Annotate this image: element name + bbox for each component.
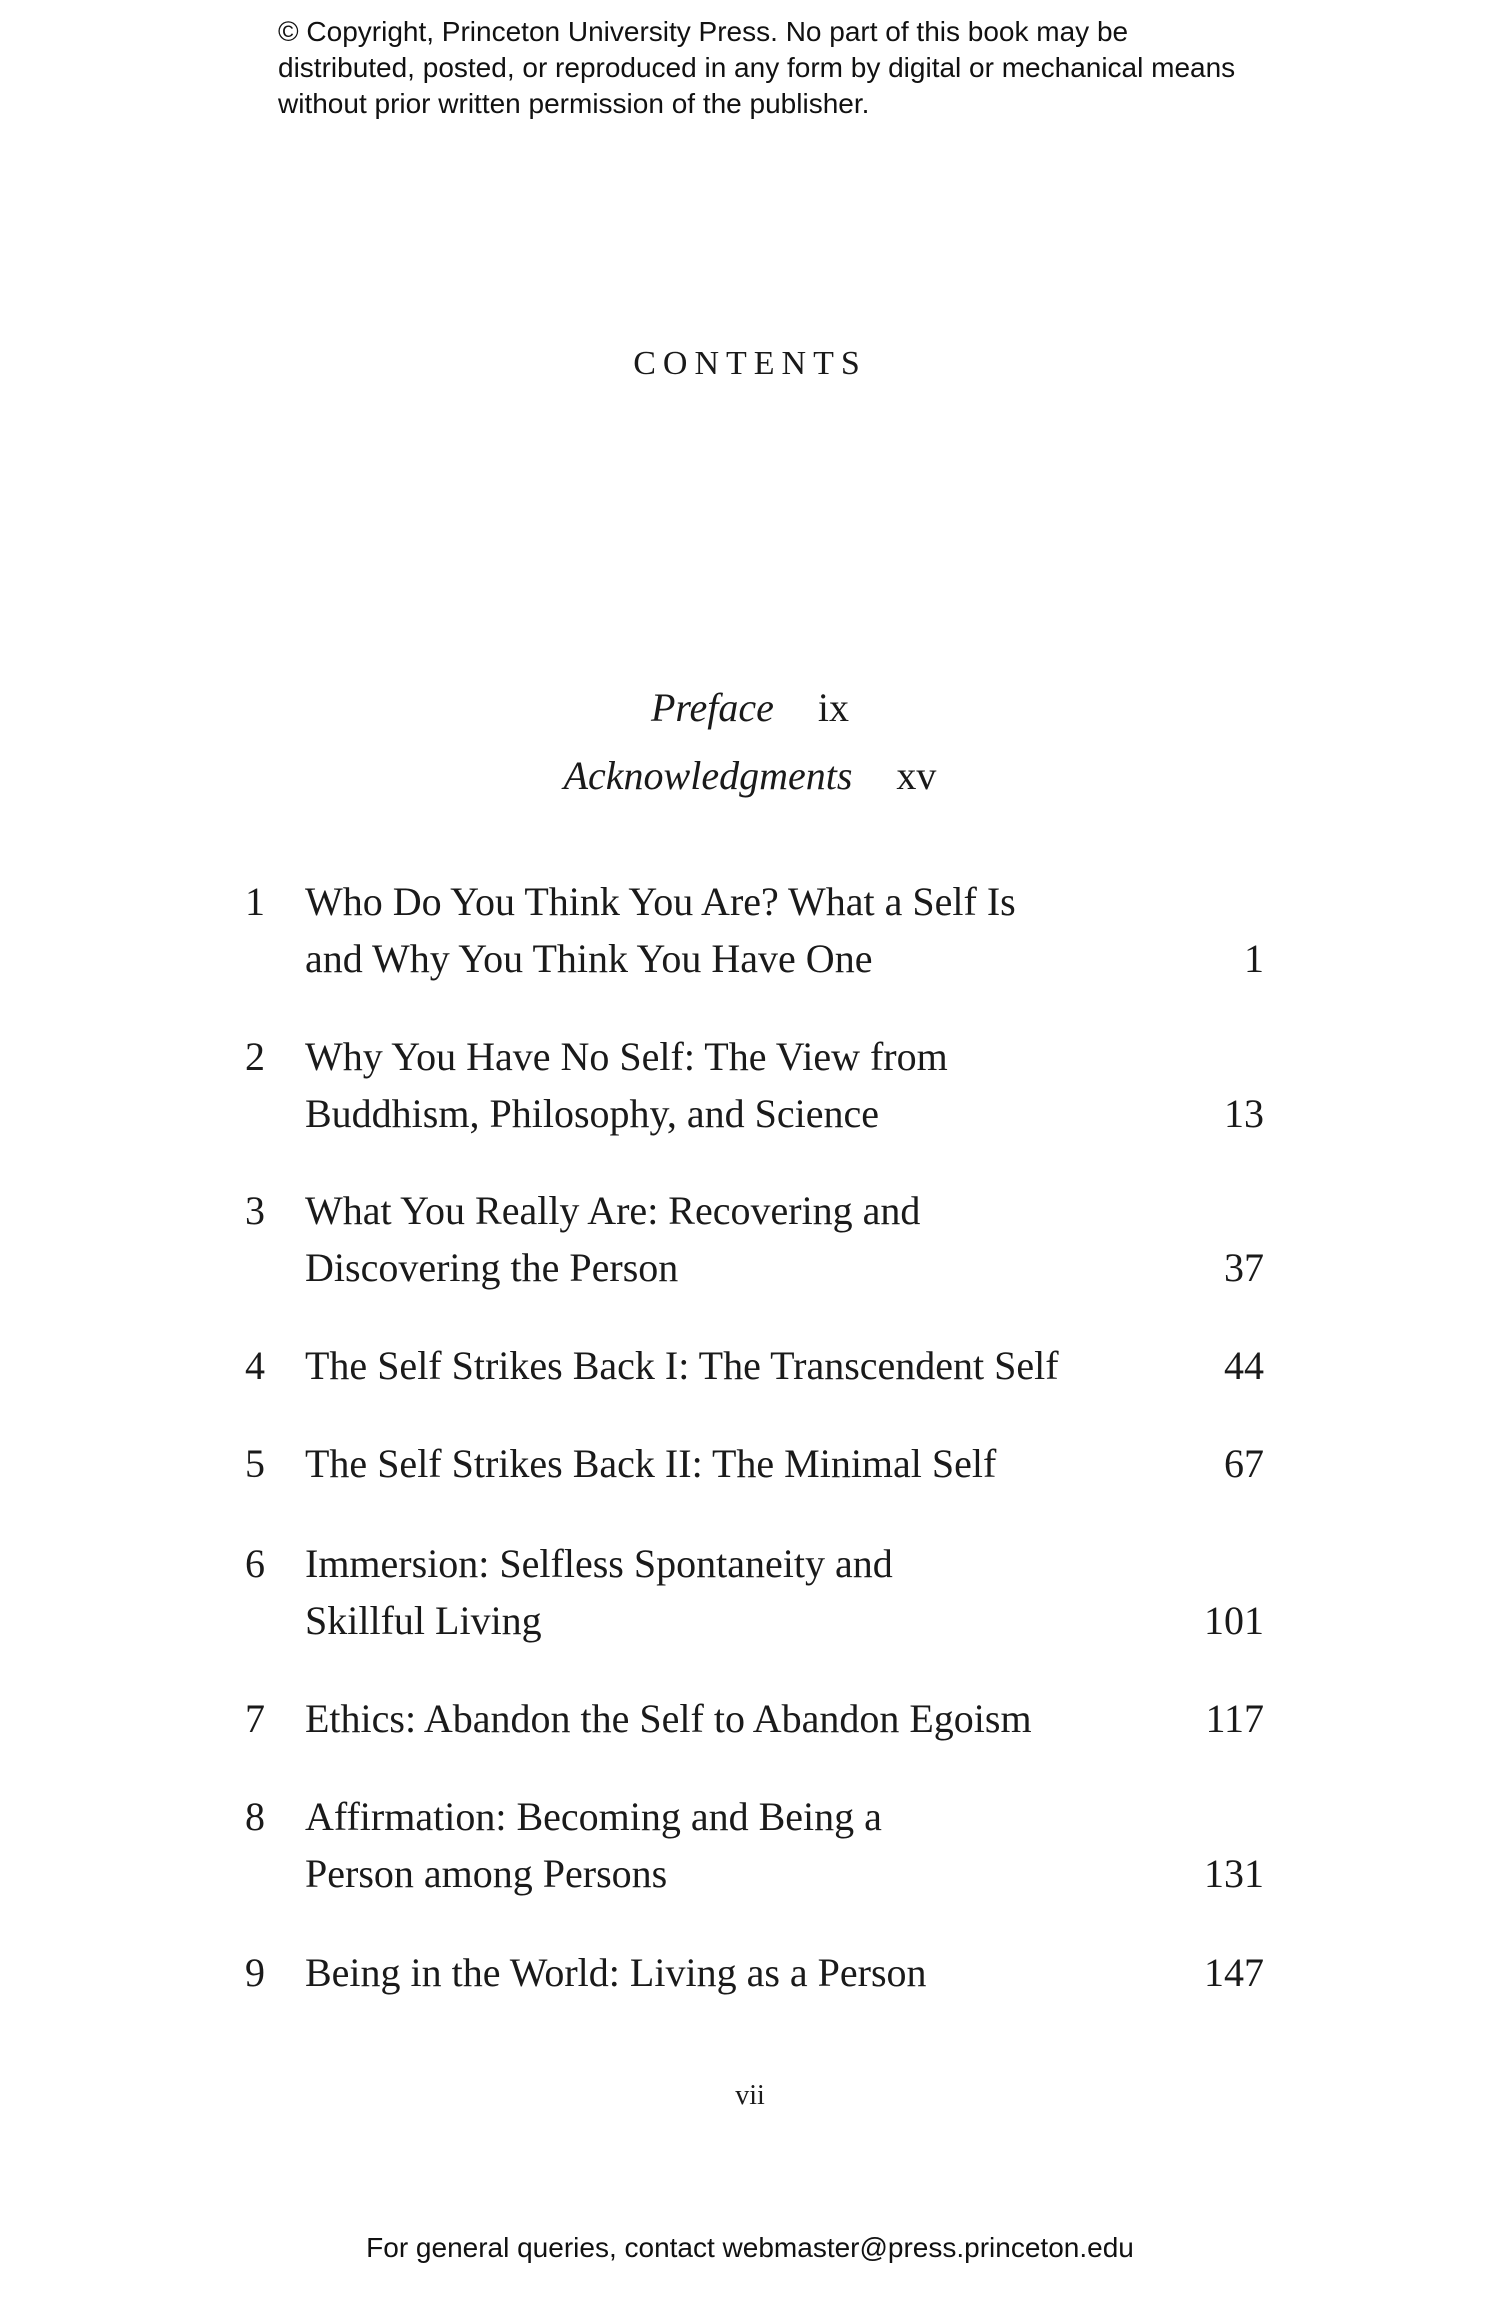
chapter-title: [305, 1028, 1105, 1142]
chapter-title: [305, 1788, 1105, 1902]
chapter-title-line: The Self Strikes Back I: The Transcendent Self: [305, 1343, 1059, 1388]
toc-entry: [240, 1337, 1264, 1394]
chapter-page: 13: [1224, 1091, 1264, 1136]
chapter-title-line: Discovering the Person: [305, 1245, 679, 1290]
chapter-number: 5: [245, 1441, 265, 1486]
chapter-title-line: Who Do You Think You Are? What a Self Is: [305, 879, 1016, 924]
toc-entry: [240, 1028, 1264, 1142]
chapter-title: [305, 1944, 1105, 2001]
chapter-title-line: Being in the World: Living as a Person: [305, 1950, 927, 1995]
chapter-page: 1: [1244, 936, 1264, 981]
toc-entry: [240, 873, 1264, 987]
front-matter-page: xv: [896, 753, 937, 798]
chapter-title: [305, 873, 1105, 987]
chapter-title-line: Person among Persons: [305, 1851, 668, 1896]
page-number: vii: [735, 2080, 765, 2111]
front-matter-preface: [0, 680, 1500, 736]
chapter-number: 6: [245, 1541, 265, 1586]
chapter-title: [305, 1435, 1105, 1492]
chapter-page: 147: [1204, 1950, 1264, 1995]
chapter-number: 1: [245, 879, 265, 924]
chapter-title-line: Buddhism, Philosophy, and Science: [305, 1091, 880, 1136]
chapter-page: 131: [1204, 1851, 1264, 1896]
chapter-page: 37: [1224, 1245, 1264, 1290]
chapter-title: [305, 1182, 1105, 1296]
footer-contact: For general queries, contact webmaster@press.princeton.edu: [366, 2232, 1134, 2263]
toc-entry: [240, 1535, 1264, 1649]
chapter-page: 117: [1205, 1696, 1264, 1741]
chapter-title-line: Skillful Living: [305, 1598, 542, 1643]
contents-heading: CONTENTS: [633, 345, 867, 382]
chapter-title-line: Ethics: Abandon the Self to Abandon Egoism: [305, 1696, 1032, 1741]
chapter-title-line: and Why You Think You Have One: [305, 936, 873, 981]
front-matter-acknowledgments: [0, 748, 1500, 804]
chapter-title: [305, 1535, 1105, 1649]
chapter-number: 2: [245, 1034, 265, 1079]
copyright-notice: © Copyright, Princeton University Press. No part of this book may be distributed, posted, or reproduced in any form by digital or mechanical means without prior written permission of the publisher.: [278, 16, 1236, 119]
front-matter-title: Acknowledgments: [563, 753, 853, 798]
toc-entry: [240, 1435, 1264, 1492]
chapter-number: 9: [245, 1950, 265, 1995]
chapter-number: 3: [245, 1188, 265, 1233]
chapter-title: [305, 1337, 1105, 1394]
front-matter-title: Preface: [650, 685, 774, 730]
chapter-page: 44: [1224, 1343, 1264, 1388]
chapter-number: 4: [245, 1343, 265, 1388]
chapter-number: 8: [245, 1794, 265, 1839]
toc-entry: [240, 1182, 1264, 1296]
chapter-title-line: Why You Have No Self: The View from: [305, 1034, 948, 1079]
chapter-title-line: What You Really Are: Recovering and: [305, 1188, 921, 1233]
front-matter-page: ix: [817, 685, 849, 730]
toc-entry: [240, 1788, 1264, 1902]
chapter-number: 7: [245, 1696, 265, 1741]
chapter-title-line: Immersion: Selfless Spontaneity and: [305, 1541, 893, 1586]
chapter-page: 67: [1224, 1441, 1264, 1486]
chapter-title-line: The Self Strikes Back II: The Minimal Self: [305, 1441, 997, 1486]
chapter-title-line: Affirmation: Becoming and Being a: [305, 1794, 882, 1839]
toc-entry: [240, 1944, 1264, 2001]
chapter-page: 101: [1204, 1598, 1264, 1643]
chapter-title: [305, 1690, 1105, 1747]
toc-entry: [240, 1690, 1264, 1747]
